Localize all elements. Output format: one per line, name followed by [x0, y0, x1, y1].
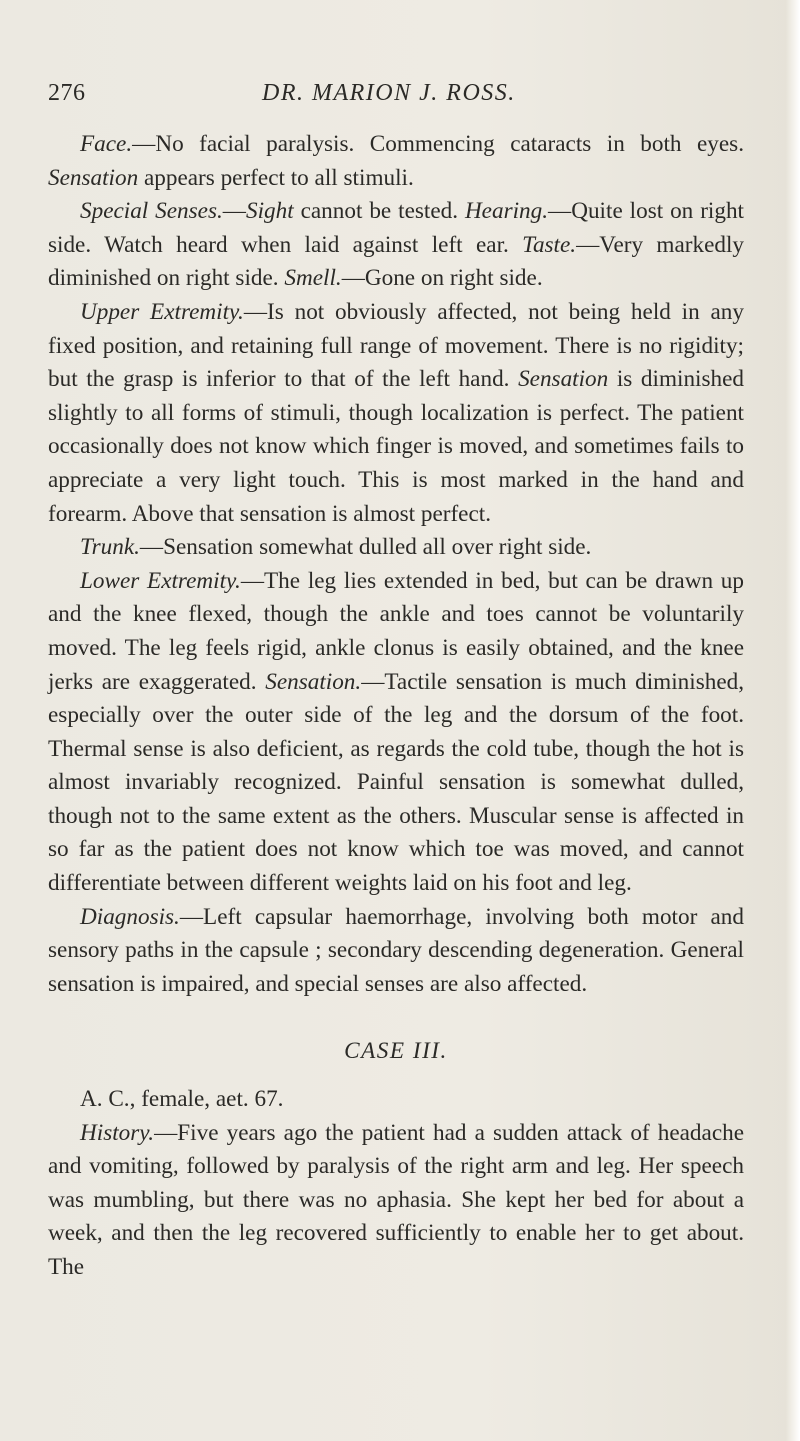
- page-header: [48, 80, 728, 114]
- paragraph-heading: Hearing.: [464, 198, 549, 225]
- paragraph-heading: Face.: [80, 131, 133, 157]
- paragraph-heading: Sensation: [48, 164, 139, 191]
- paragraph-text: —Is not obviously affected, not being held in any fixed position, and retaining full range of movement. There is no rigidity; but the grasp is inferior to that of the left hand.: [48, 298, 744, 393]
- paragraph-heading: Sensation: [518, 366, 609, 393]
- paragraph-heading: Diagnosis.: [80, 903, 180, 930]
- running-head: DR. MARION J. ROSS.: [262, 80, 516, 106]
- paragraph-text: —Five years ago the patient had a sudden attack of headache and vomiting, followed by paralysis of the right arm and leg. Her speech was mumbling, but there was no aphasia. She kept her bed for about a week, and then the leg recovered sufficiently to enable her to get about. The: [48, 1119, 744, 1280]
- paragraph-text: —No facial paralysis. Commencing cataracts in both eyes.: [132, 131, 744, 157]
- page-body: [48, 128, 744, 1285]
- paragraph-text: —: [222, 198, 246, 225]
- paragraph-heading: History.: [80, 1119, 155, 1146]
- paragraph-special-senses: [48, 195, 744, 296]
- paragraph-text: —The leg lies extended in bed, but can be drawn up and the knee flexed, though the ankle and toes cannot be voluntarily moved. The leg feels rigid, ankle clonus is easily obtained, and the knee jerks are exaggerated.: [48, 567, 744, 695]
- paragraph-lower-extremity: [48, 565, 744, 901]
- paragraph-text: —Quite lost on right side. Watch heard when laid against left ear.: [48, 198, 744, 258]
- paragraph-diagnosis: [48, 901, 744, 1002]
- paragraph-trunk: [48, 531, 744, 565]
- paragraph-heading: Sensation.: [265, 668, 362, 695]
- paragraph-history: [48, 1117, 744, 1285]
- paragraph-heading: Trunk.: [80, 534, 140, 561]
- paragraph-text: —Sensation somewhat dulled all over right side.: [139, 534, 592, 561]
- paragraph-text: —Left capsular haemorrhage, involving both motor and sensory paths in the capsule ; secondary descending degeneration. General sensation is impaired, and special senses are also affected.: [48, 903, 744, 997]
- paragraph-text: —Very markedly diminished on right side.: [48, 231, 744, 292]
- paragraph-text: A. C., female, aet. 67.: [80, 1086, 284, 1113]
- paragraph-text: —Gone on right side.: [341, 265, 543, 292]
- paragraph-patient: [48, 1083, 744, 1117]
- paragraph-heading: Lower Extremity.: [80, 567, 241, 594]
- page-edge: [786, 0, 800, 1441]
- paragraph-text: is diminished slightly to all forms of stimuli, though localization is perfect. The patient occasionally does not know which finger is moved, and sometimes fails to appreciate a very light touch. This is most marked in the hand and forearm. Above that sensation is almost perfect.: [48, 366, 744, 527]
- paragraph-heading: Sight: [245, 198, 294, 225]
- paragraph-face: [48, 128, 744, 195]
- paragraph-heading: Taste.: [522, 231, 577, 258]
- paragraph-text: cannot be tested.: [293, 198, 465, 225]
- paragraph-heading: Smell.: [284, 265, 342, 292]
- paragraph-heading: Upper Extremity.: [80, 298, 244, 325]
- paragraph-text: —Tactile sensation is much diminished, especially over the outer side of the leg and the dorsum of the foot. Thermal sense is also deficient, as regards the cold tube, though the hot is almost invariably recognized. Painful sensation is somewhat dulled, though not to the same extent as the others. Muscular sense is affected in so far as the patient does not know which toe was moved, and cannot differentiate between different weights laid on his foot and leg.: [48, 668, 744, 897]
- paragraph-upper-extremity: [48, 296, 744, 531]
- page-number: 276: [48, 80, 86, 106]
- case-heading: CASE III.: [344, 1038, 448, 1065]
- paragraph-heading: Special Senses.: [80, 198, 223, 225]
- paragraph-text: appears perfect to all stimuli.: [138, 164, 414, 191]
